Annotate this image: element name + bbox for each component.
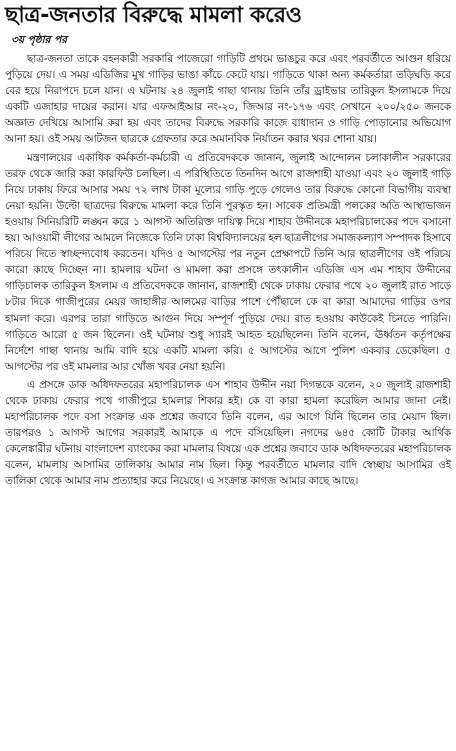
article-headline: ছাত্র-জনতার বিরুদ্ধে মামলা করেও — [5, 3, 302, 28]
article-paragraph-1: ছাত্র-জনতা তাকে বহনকারী সরকারি পাজেরো গাড়িটি প্রথমে ভাঙচুর করে এবং পরবর্তীতে আগুন ধরিয়ে পুড়িয়ে দেয়। এ সময় এডিজির মুখ গাড়ির ভাঙা কাঁচে কেটে যায়। গাড়িতে থাকা অন্য কর্মকর্তারা তড়িঘড়ি করে বের হয়ে নিরাপদে চলে যান। এ ঘটনায় ২৪ জুলাই গাছা থানায় তিনি তাঁর ড্রাইভার তারিকুল ইসলামকে দিয়ে একটি এজাহার দায়ের করান। যার এফআইআর নং-২০, জিআর নং-১৭৬ এবং সেখানে ২০০/২৫০ জনকে অজ্ঞাত দেখিয়ে আসামি করা হয় এবং তাদের বিরুদ্ধে সরকারি কাজে বাধাদান ও গাড়ি পোড়ানোর অভিযোগ আনা হয়। ওই সময় আটজন ছাত্রকে গ্রেফতার করে অমানবিক নির্যাতন করার খবর শোনা যায়। — [5, 53, 451, 146]
article-paragraph-3: এ প্রসঙ্গে ডাক অধিদফতরের মহাপরিচালক এস শাহাব উদ্দীন নয়া দিগন্তকে বলেন, ২০ জুলাই রাজশাহী থেকে ঢাকায় ফেরার পথে গাজীপুরে হামলার শিকার হই। কে বা কারা হামলা করেছিল আমার জানা নেই। মহাপরিচালক পদে বসা সংক্রান্ত এক প্রশ্নের জবাবে তিনি বলেন, এর আগে যিনি ছিলেন তার মেয়াদ ছিল। তারপরও ১ আগস্ট আগের সরকারই আমাকে এ পদে বসিয়েছিল। নগদের ৬৪৫ কোটি টাকার আর্থিক কেলেঙ্কারীর ঘটনায় বাংলাদেশ ব্যাংকের করা মামলার বিষয়ে এক প্রশ্নের জবাবে ডাক অধিদফতরের মহাপরিচালক বলেন, মামলায় আসামির তালিকায় আমার নাম ছিল। কিন্তু পরবর্তীতে মামলার বাদি স্বেচ্ছায় আসামির ওই তালিকা থেকে আমার নাম প্রত্যাহার করে নিয়েছে। এ সংক্রান্ত কাগজ আমার কাছে আছে। — [5, 378, 451, 488]
news-article — [3, 0, 453, 751]
article-paragraph-2: মন্ত্রণালয়ের একাধিক কর্মকর্তা-কর্মচারী এ প্রতিবেদককে জানান, জুলাই আন্দোলন চলাকালীন সরকারের তরফ থেকে জারি করা কারফিউ চলছিল। এ পরিস্থিতিতে তিনদিন আগে রাজশাহী যাওয়া এবং ২০ জুলাই গাড়ি নিয়ে ঢাকায় ফিরে আসার সময় ৭২ লাখ টাকা মূল্যের গাড়ি পুড়ে গেলেও তার বিরুদ্ধে কোনো বিভাগীয় ব্যবস্থা নেয়া হয়নি। উল্টো ছাত্রদের বিরুদ্ধে মামলা করে তিনি পুরস্কৃত হন। সাবেক প্রতিমন্ত্রী পলকের অতি আস্থাভাজন হওয়ায় সিনিয়রিটি লঙ্ঘন করে ১ আগস্ট অতিরিক্ত দায়িত্ব দিয়ে শাহাব উদ্দীনকে মহাপরিচালকের পদে বসানো হয়। আওয়ামী লীগের আমলে নিজেকে তিনি ঢাকা বিশ্ববিদ্যালয়ের হল ছাত্রলীগের সমাজকল্যাণ সম্পাদক হিসাবে পরিচয় দিতে স্বাচ্ছন্দ্যবোধ করতেন। যদিও ৫ আগস্টের পর নতুন প্রেক্ষাপটে তিনি আর ছাত্রলীগের ওই পরিচয় কারো কাছে দিচ্ছেন না। হামলার ঘটনা ও মামলা করা প্রসঙ্গে তৎকালীন এডিজি এস এম শাহাব উদ্দীনের গাড়িচালক তারিকুল ইসলাম এ প্রতিবেদককে জানান, রাজশাহী থেকে ঢাকায় ফেরার পথে ২০ জুলাই রাত সাড়ে ৮টার দিকে গাজীপুরের মেয়র জাহাঙ্গীর আলমের বাড়ির পাশে পৌঁছালে কে বা কারা আমাদের গাড়ির ওপর হামলা করে। এরপর তারা গাড়িতে আগুন দিয়ে সম্পূর্ণ পুড়িয়ে দেয়। রাত হওয়ায় কাউকেই চিনতে পারিনি। গাড়িতে আরো ৫ জন ছিলেন। ওই ঘটনায় শুধু স্যারই আহত হয়েছিলেন। তিনি বলেন, ঊর্ধ্বতন কর্তৃপক্ষের নির্দেশে গাছা থানায় আমি বাদি হয়ে একটি মামলা করি। ৫ আগস্টের আগে পুলিশ একবার ডেকেছিল। ৫ আগস্টের পর ওই মামলার আর খোঁজ খবর নেয়া হয়নি। — [5, 151, 451, 373]
article-body — [3, 51, 453, 490]
continued-from-label: ৩য় পৃষ্ঠার পর — [11, 34, 68, 46]
